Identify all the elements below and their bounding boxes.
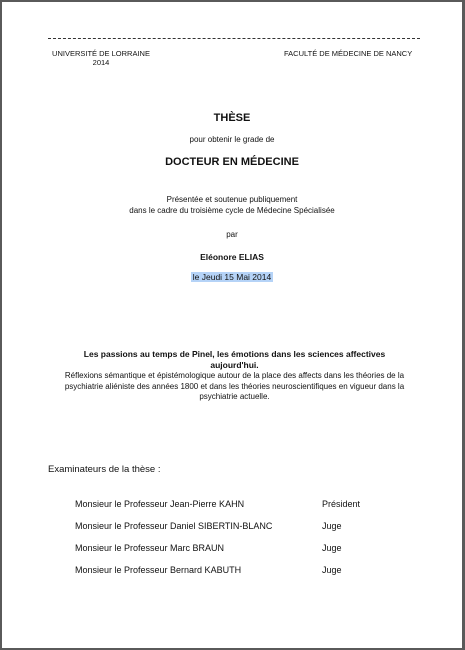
header-year: 2014 <box>92 58 110 67</box>
document-subtitle: pour obtenir le grade de <box>189 135 275 144</box>
examiner-name: Monsieur le Professeur Marc BRAUN <box>75 543 225 553</box>
examiner-role: Juge <box>322 521 342 531</box>
examiner-name: Monsieur le Professeur Bernard KABUTH <box>75 565 242 575</box>
defense-date-text[interactable]: le Jeudi 15 Mai 2014 <box>192 272 272 282</box>
examiners-label: Examinateurs de la thèse : <box>48 464 161 475</box>
par-label: par <box>226 230 238 239</box>
examiner-role: Président <box>322 499 361 509</box>
examiner-row <box>75 521 405 535</box>
presentation-text <box>22 195 442 216</box>
university-header <box>46 49 156 67</box>
examiner-name: Monsieur le Professeur Jean-Pierre KAHN <box>75 499 245 509</box>
header-rule <box>48 38 420 39</box>
examiner-row <box>75 499 405 513</box>
university-name: UNIVERSITÉ DE LORRAINE <box>52 49 150 58</box>
examiner-row <box>75 565 405 579</box>
faculty-name: FACULTÉ DE MÉDECINE DE NANCY <box>284 49 413 58</box>
presented-line-1: Présentée et soutenue publiquement <box>166 195 298 204</box>
presented-line-2: dans le cadre du troisième cycle de Médecine Spécialisée <box>129 205 335 215</box>
examiner-row <box>75 543 405 557</box>
examiner-role: Juge <box>322 543 342 553</box>
document-title: THÈSE <box>213 112 251 124</box>
author-name: Eléonore ELIAS <box>200 252 264 262</box>
thesis-title: Les passions au temps de Pinel, les émotions dans les sciences affectives aujourd'hui. <box>83 349 386 370</box>
defense-date[interactable] <box>22 272 442 282</box>
document-page <box>2 2 462 648</box>
examiner-role: Juge <box>322 565 342 575</box>
thesis-subtitle: Réflexions sémantique et épistémologique autour de la place des affects dans les théories de la psychiatrie aliéniste des années 1800 et dans les théories neuroscientifiques en vigueur dans la psychiatrie actuelle. <box>64 371 405 401</box>
examiner-name: Monsieur le Professeur Daniel SIBERTIN-BLANC <box>75 521 273 531</box>
degree-title: DOCTEUR EN MÉDECINE <box>165 156 299 168</box>
